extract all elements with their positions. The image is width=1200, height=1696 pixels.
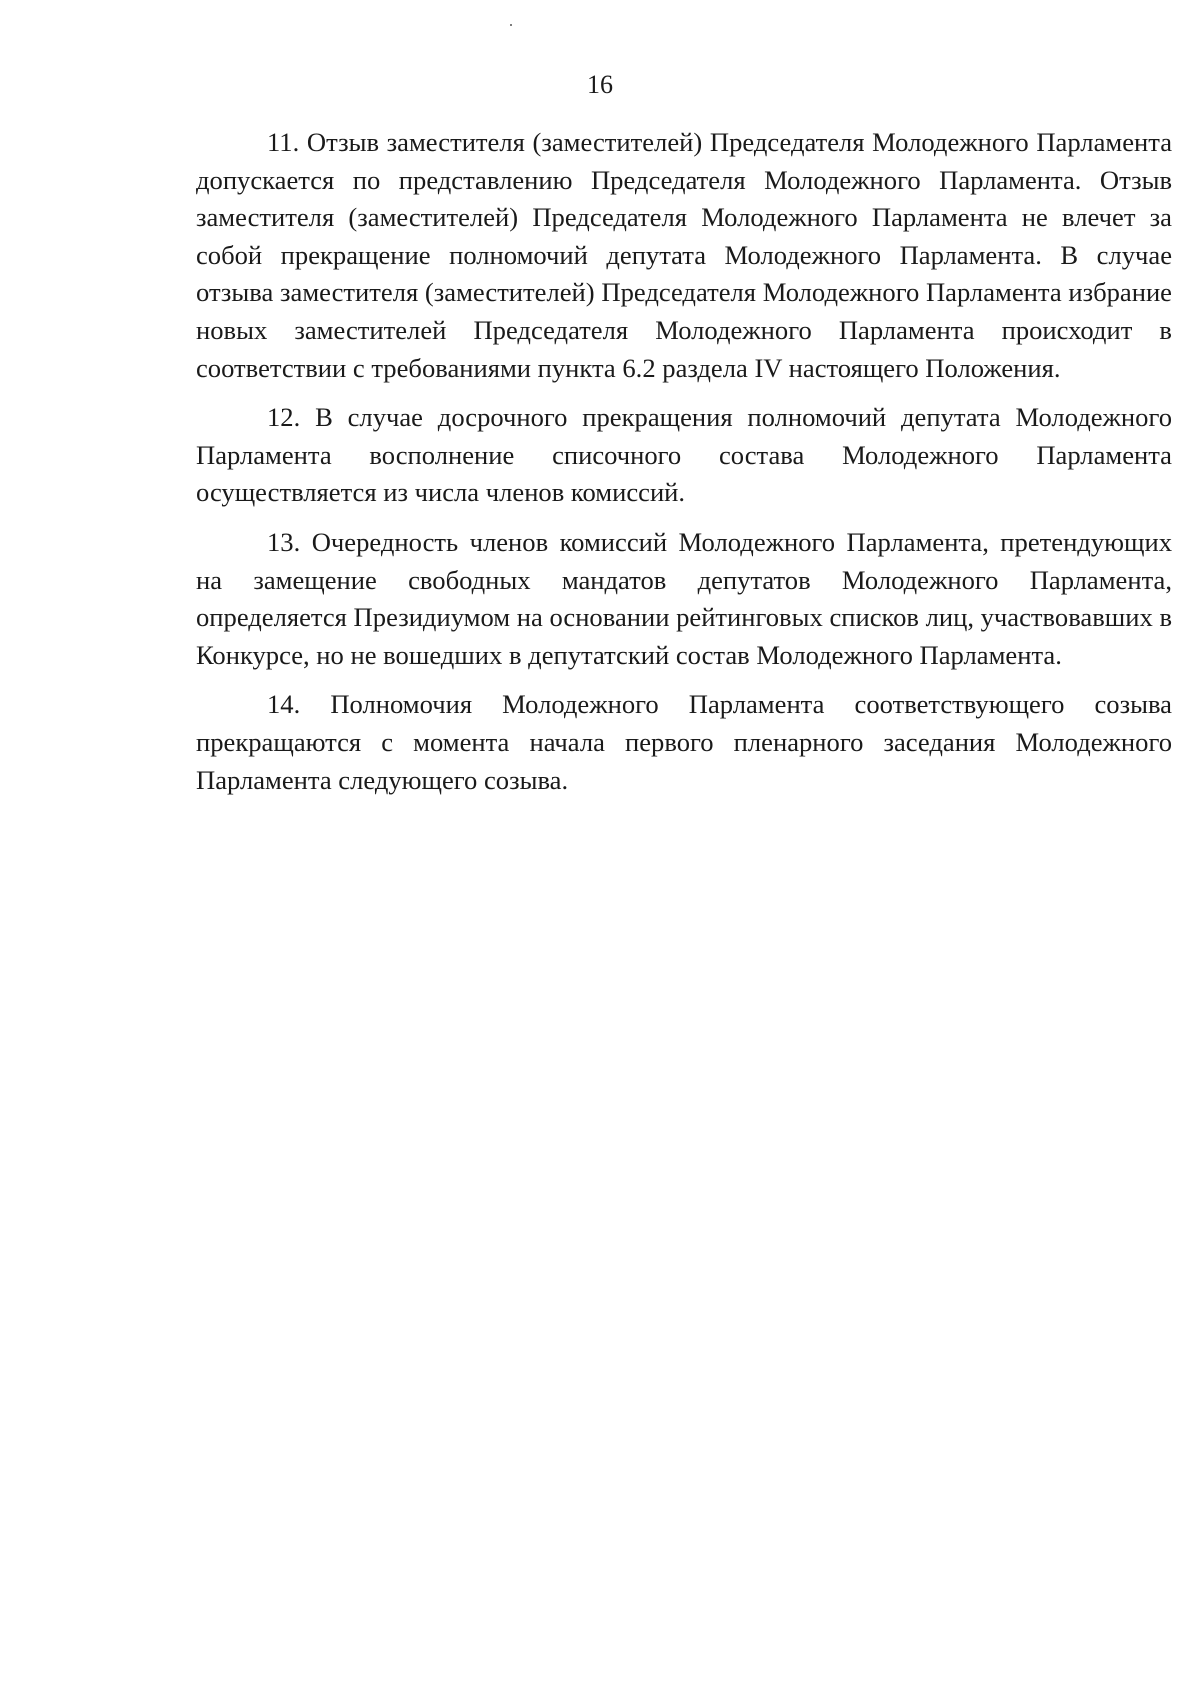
paragraph-14: 14. Полномочия Молодежного Парламента соответствующего созыва прекращаются с момента начала первого пленарного заседания Молодежного Парламента следующего созыва. [196, 689, 1172, 795]
document-body [196, 124, 1172, 811]
paragraph-11: 11. Отзыв заместителя (заместителей) Председателя Молодежного Парламента допускается по представлению Председателя Молодежного Парламента. Отзыв заместителя (заместителей) Председателя Молодежного Парламента не влечет за собой прекращение полномочий депутата Молодежного Парламента. В случае отзыва заместителя (заместителей) Председателя Молодежного Парламента избрание новых заместителей Председателя Молодежного Парламента происходит в соответствии с требованиями пункта 6.2 раздела IV настоящего Положения. [196, 127, 1172, 383]
paragraph-13: 13. Очередность членов комиссий Молодежного Парламента, претендующих на замещение свободных мандатов депутатов Молодежного Парламента, определяется Президиумом на основании рейтинговых списков лиц, участвовавших в Конкурсе, но не вошедших в депутатский состав Молодежного Парламента. [196, 526, 1172, 670]
page-number: 16 [587, 70, 613, 99]
scan-artifact [510, 24, 512, 26]
paragraph-12: 12. В случае досрочного прекращения полномочий депутата Молодежного Парламента восполнение списочного состава Молодежного Парламента осуществляется из числа членов комиссий. [196, 402, 1172, 508]
